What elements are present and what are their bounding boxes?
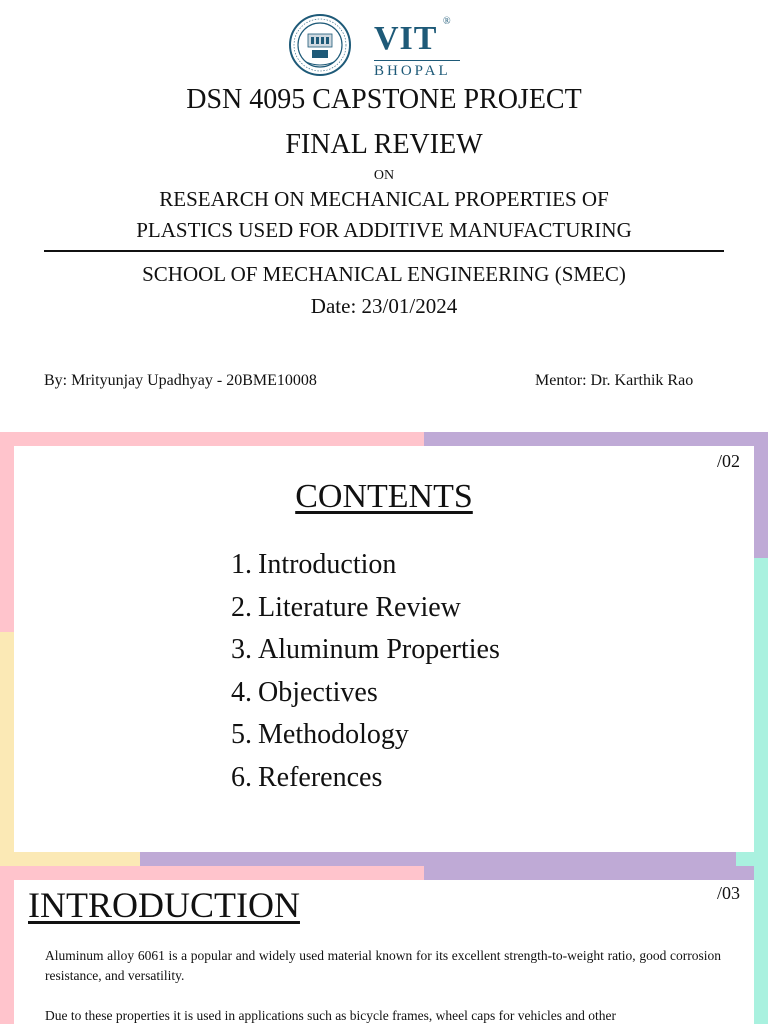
item-number: 6.: [231, 761, 252, 793]
list-item: [231, 757, 500, 800]
brand-name: VIT: [374, 20, 438, 57]
item-label: Methodology: [258, 719, 409, 750]
item-number: 3.: [231, 634, 252, 665]
list-item: [231, 714, 500, 757]
intro-paragraph-1: Aluminum alloy 6061 is a popular and widely used material known for its excellent strength-to-weight ratio, good corrosion resistance, and versatility.: [45, 948, 721, 983]
registered-mark: ®: [443, 16, 451, 27]
frame-stripe: [0, 866, 424, 880]
brand-location: BHOPAL: [374, 63, 451, 79]
frame-stripe: [0, 432, 424, 446]
frame-stripe: [0, 432, 14, 632]
frame-stripe: [736, 852, 768, 866]
frame-stripe: [424, 432, 768, 446]
item-number: 2.: [231, 591, 252, 623]
presentation-date: Date: 23/01/2024: [310, 294, 458, 318]
vit-logo: [288, 12, 468, 80]
introduction-slide: [0, 866, 768, 1024]
item-label: Aluminum Properties: [258, 634, 500, 665]
frame-stripe: [0, 852, 140, 866]
review-title: FINAL REVIEW: [285, 129, 483, 160]
page-number: /02: [716, 451, 740, 471]
university-seal-icon: [288, 12, 352, 78]
frame-stripe: [754, 558, 768, 866]
mentor: Mentor: Dr. Karthik Rao: [535, 372, 694, 389]
list-item: [231, 672, 500, 715]
author: By: Mrityunjay Upadhyay - 20BME10008: [44, 372, 317, 389]
frame-stripe: [0, 632, 14, 866]
item-label: Introduction: [258, 549, 397, 580]
list-item: [231, 629, 500, 672]
list-item: [231, 544, 500, 587]
title-slide: [0, 0, 768, 432]
item-label: Literature Review: [258, 591, 461, 623]
course-title: DSN 4095 CAPSTONE PROJECT: [186, 84, 582, 115]
frame-stripe: [140, 852, 736, 866]
frame-stripe: [424, 866, 768, 880]
introduction-heading: INTRODUCTION: [28, 885, 300, 925]
item-label: Objectives: [258, 676, 378, 708]
contents-slide: [0, 432, 768, 866]
page-number: /03: [716, 883, 740, 903]
contents-heading: CONTENTS: [295, 478, 473, 515]
frame-stripe: [754, 866, 768, 1024]
topic-line-2: PLASTICS USED FOR ADDITIVE MANUFACTURING: [136, 218, 632, 242]
topic-line-1: RESEARCH ON MECHANICAL PROPERTIES OF: [159, 187, 609, 211]
item-label: References: [258, 761, 383, 793]
title-divider: [44, 250, 724, 252]
contents-list: [231, 544, 500, 799]
item-number: 1.: [231, 549, 252, 580]
item-number: 5.: [231, 719, 252, 750]
on-label: ON: [373, 168, 395, 183]
list-item: [231, 587, 500, 630]
intro-paragraph-2: Due to these properties it is used in applications such as bicycle frames, wheel caps for vehicles and other: [45, 1008, 616, 1023]
brand-divider: [374, 60, 460, 61]
school-name: SCHOOL OF MECHANICAL ENGINEERING (SMEC): [142, 262, 626, 286]
item-number: 4.: [231, 676, 252, 708]
frame-stripe: [0, 866, 14, 1024]
